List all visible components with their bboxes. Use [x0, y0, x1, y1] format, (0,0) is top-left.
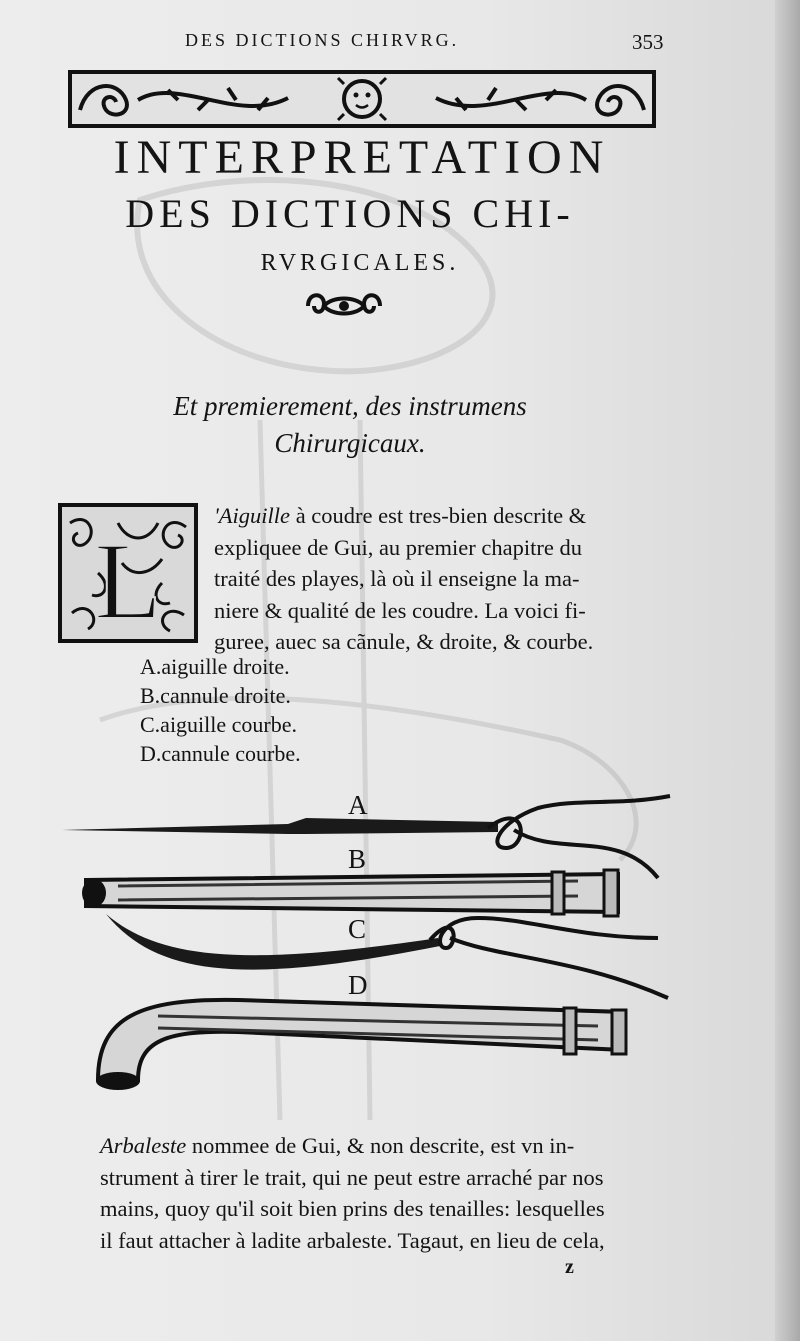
cannula-straight — [82, 870, 618, 916]
title-line-1: INTERPRETATION — [113, 131, 611, 184]
intro-line: guree, auec sa cãnule, & droite, & courbe. — [214, 629, 594, 654]
page-number: 353 — [632, 30, 664, 54]
lead-word: 'Aiguille — [214, 503, 291, 528]
subtitle-line-1: Et premierement, des instrumens — [173, 391, 527, 421]
arbaleste-paragraph — [100, 1130, 690, 1256]
running-head: DES DICTIONS CHIRVRG. — [185, 30, 460, 50]
decorated-initial-L — [58, 503, 198, 643]
intro-line: traité des playes, là où il enseigne la ma- — [214, 566, 580, 591]
page-edge-shadow — [775, 0, 800, 1341]
dropcap-letter: L — [94, 520, 162, 642]
legend-item-b: B.cannule droite. — [140, 683, 291, 708]
surgical-instruments-woodcut — [58, 788, 678, 1098]
intro-line: expliquee de Gui, au premier chapitre du — [214, 534, 582, 560]
body-line: Arbaleste nommee de Gui, & non descrite, est vn in- — [100, 1133, 575, 1158]
figure-label-c: C — [348, 914, 367, 944]
body-line: mains, quoy qu'il soit bien prins des tenailles: lesquelles — [100, 1196, 605, 1221]
fleuron-ornament — [302, 288, 386, 324]
legend-item-c: C.aiguille courbe. — [140, 712, 298, 737]
figure-legend — [140, 652, 301, 768]
intro-paragraph — [214, 500, 684, 658]
figure-label-a: A — [348, 790, 368, 820]
legend-item-a: A.aiguille droite. — [140, 654, 290, 679]
cannula-curved — [96, 1000, 626, 1090]
subtitle-line-2: Chirurgicaux. — [274, 428, 426, 458]
body-line: strument à tirer le trait, qui ne peut estre arraché par nos — [100, 1164, 604, 1190]
needle-curved — [106, 914, 668, 998]
figure-label-d: D — [348, 970, 368, 1000]
body-line: il faut attacher à ladite arbaleste. Tagaut, en lieu de cela, — [100, 1227, 605, 1253]
figure-label-b: B — [348, 844, 367, 874]
legend-item-d: D.cannule courbe. — [140, 741, 301, 766]
intro-line: niere & qualité de les coudre. La voici fi- — [214, 597, 586, 623]
title-line-3: RVRGICALES. — [260, 250, 460, 276]
page-header — [0, 30, 800, 60]
lead-word: Arbaleste — [100, 1133, 187, 1158]
section-subtitle — [150, 388, 550, 462]
title-line-2: DES DICTIONS CHI- — [125, 191, 575, 236]
ornamental-headpiece — [68, 70, 656, 128]
signature-mark: z — [565, 1256, 574, 1278]
intro-line: 'Aiguille à coudre est tres-bien descrite & — [214, 503, 587, 528]
